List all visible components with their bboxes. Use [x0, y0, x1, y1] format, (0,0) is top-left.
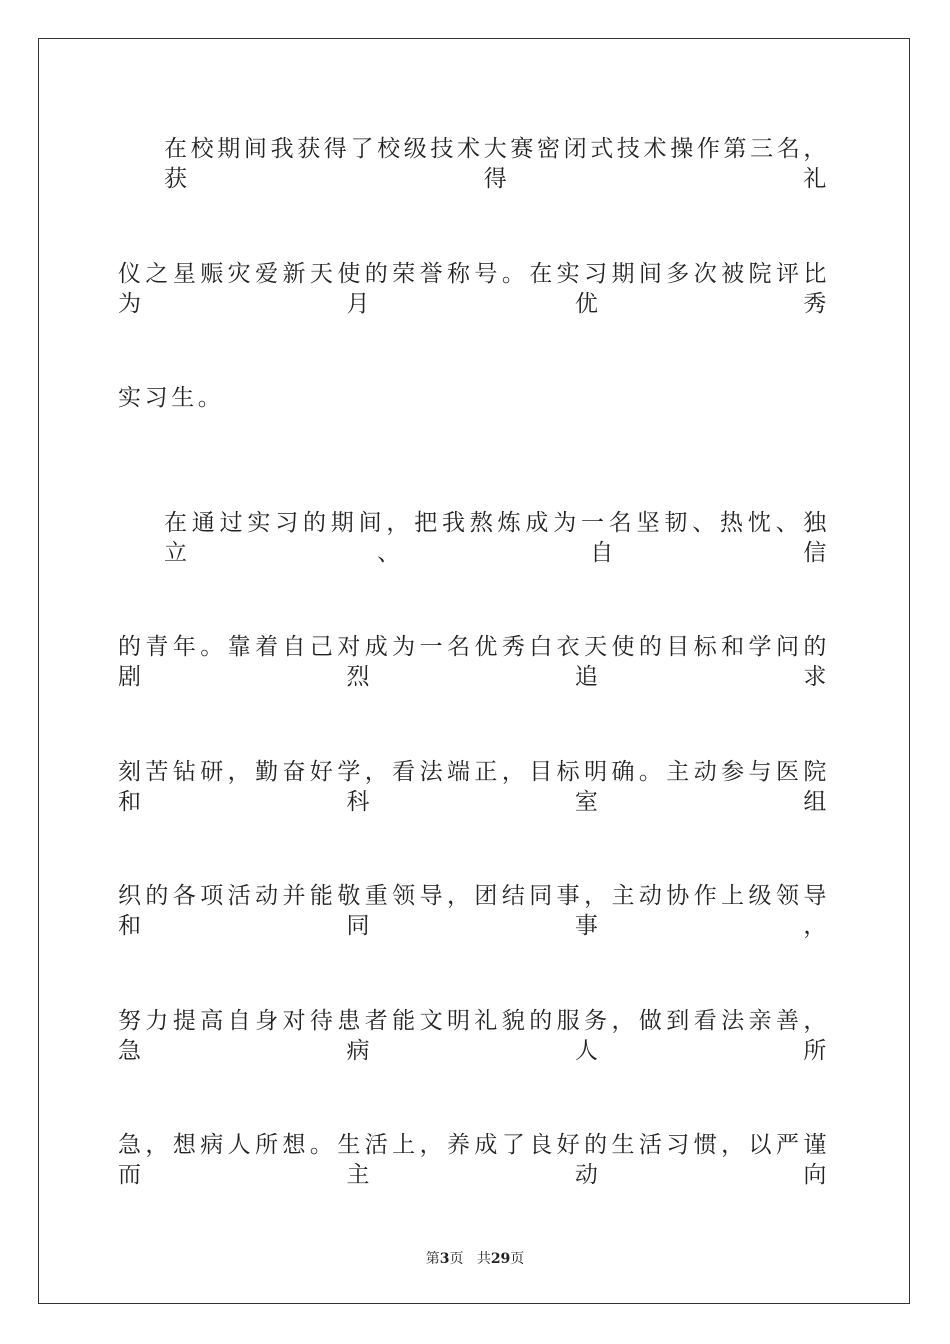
footer-page-prefix: 第: [425, 1251, 440, 1267]
paragraph-1-line-2: 仪之星赈灾爱新天使的荣誉称号。在实习期间多次被院评比为月优秀: [118, 261, 830, 317]
footer-page-suffix: 页: [449, 1251, 464, 1267]
footer-total-pages: 29: [490, 1251, 511, 1267]
page-footer: [0, 1248, 950, 1268]
paragraph-2-line-6: 急，想病人所想。生活上，养成了良好的生活习惯，以严谨而主动向: [118, 1132, 830, 1188]
paragraph-2-line-3: 刻苦钻研，勤奋好学，看法端正，目标明确。主动参与医院和科室组: [118, 759, 830, 815]
footer-page-number: 3: [439, 1251, 450, 1267]
paragraph-2-line-4: 织的各项活动并能敬重领导，团结同事，主动协作上级领导和同事，: [118, 883, 830, 939]
paragraph-2-line-2: 的青年。靠着自己对成为一名优秀白衣天使的目标和学问的剧烈追求: [118, 634, 830, 690]
paragraph-1-line-1: 在校期间我获得了校级技术大赛密闭式技术操作第三名，获得礼: [164, 136, 830, 192]
footer-total-prefix: 共: [476, 1251, 491, 1267]
paragraph-2-line-1: 在通过实习的期间，把我熬炼成为一名坚韧、热忱、独立、自信: [164, 510, 830, 566]
paragraph-2-line-5: 努力提高自身对待患者能文明礼貌的服务，做到看法亲善，急病人所: [118, 1008, 830, 1064]
footer-total-suffix: 页: [510, 1251, 525, 1267]
paragraph-1-line-3: 实习生。: [118, 385, 225, 411]
